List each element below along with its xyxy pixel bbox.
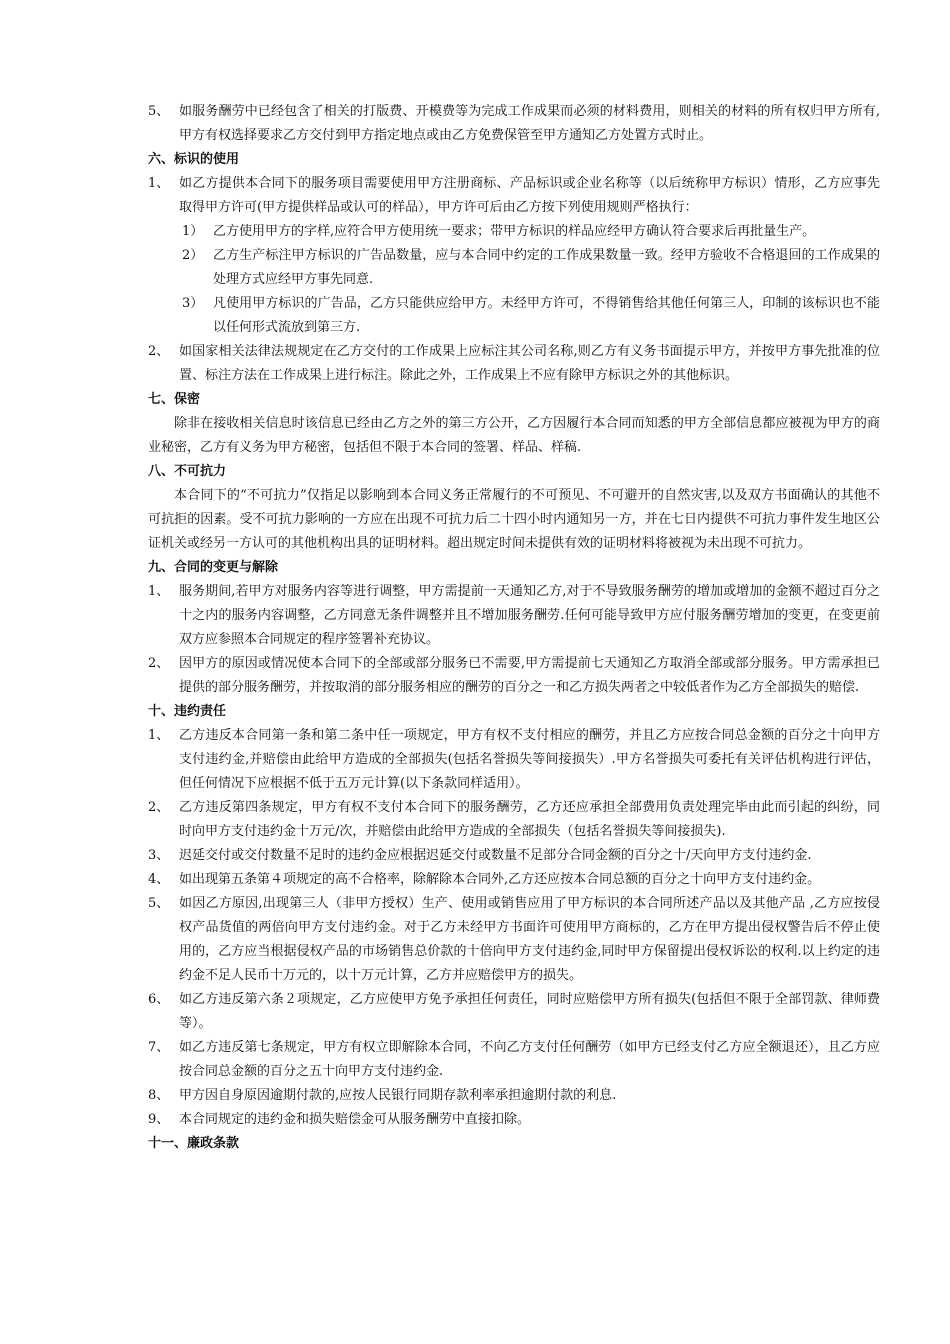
section-heading-6: 六、标识的使用 <box>148 152 240 167</box>
section-heading-9: 九、合同的变更与解除 <box>148 560 279 575</box>
item-text: 如因乙方原因,出现第三人（非甲方授权）生产、使用或销售应用了甲方标识的本合同所述产品以及其他产品 ,乙方应按侵权产品货值的两倍向甲方支付违约金。对于乙方未经甲方书面许可使用甲方商标的，乙方在甲方提出侵权警告后不停止使用的，乙方应当根据侵权产品的市场销售总价款的十倍向甲方支付违约金,同时甲方保留提出侵权诉讼的权利.以上约定的违约金不足人民币十万元的，以十万元计算，乙方并应赔偿甲方的损失。 <box>179 896 880 983</box>
item-number: 2、 <box>148 656 170 671</box>
s10-item-5 <box>148 892 880 988</box>
item-number: 5、 <box>148 896 170 911</box>
item-number: 9、 <box>148 1112 170 1127</box>
item-text: 如乙方违反第六条２项规定，乙方应使甲方免予承担任何责任，同时应赔偿甲方所有损失(包括但不限于全部罚款、律师费等）。 <box>179 992 880 1031</box>
s6-item-1 <box>148 172 880 220</box>
s9-item-2 <box>148 652 880 700</box>
subitem-number: 1） <box>182 224 204 239</box>
section-heading-11: 十一、廉政条款 <box>148 1136 240 1151</box>
s6-item-2 <box>148 340 880 388</box>
s10-item-8 <box>148 1084 880 1108</box>
item-text: 甲方因自身原因逾期付款的,应按人民银行同期存款利率承担逾期付款的利息. <box>179 1088 617 1103</box>
item-text: 因甲方的原因或情况使本合同下的全部或部分服务已不需要,甲方需提前七天通知乙方取消全部或部分服务。甲方需承担已提供的部分服务酬劳，并按取消的部分服务相应的酬劳的百分之一和乙方损失两者之中较低者作为乙方全部损失的赔偿. <box>179 656 880 695</box>
item-number: 2、 <box>148 344 170 359</box>
s10-item-9 <box>148 1108 880 1132</box>
s10-item-2 <box>148 796 880 844</box>
subitem-text: 乙方使用甲方的字样,应符合甲方使用统一要求；带甲方标识的样品应经甲方确认符合要求后再批量生产。 <box>213 224 816 239</box>
item-text: 迟延交付或交付数量不足时的违约金应根据迟延交付或数量不足部分合同金额的百分之十/天向甲方支付违约金. <box>179 848 812 863</box>
s9-item-1 <box>148 580 880 652</box>
s7-paragraph: 除非在接收相关信息时该信息已经由乙方之外的第三方公开，乙方因履行本合同而知悉的甲方全部信息都应被视为甲方的商业秘密，乙方有义务为甲方秘密，包括但不限于本合同的签署、样品、样稿. <box>148 416 880 455</box>
item-text: 服务期间,若甲方对服务内容等进行调整，甲方需提前一天通知乙方,对于不导致服务酬劳的增加或增加的金额不超过百分之十之内的服务内容调整，乙方同意无条件调整并且不增加服务酬劳.任何可能导致甲方应付服务酬劳增加的变更，在变更前双方应参照本合同规定的程序签署补充协议。 <box>179 584 880 647</box>
item-number: 6、 <box>148 992 170 1007</box>
item-text: 如国家相关法律法规规定在乙方交付的工作成果上应标注其公司名称,则乙方有义务书面提示甲方，并按甲方事先批准的位置、标注方法在工作成果上进行标注。除此之外，工作成果上不应有除甲方标识之外的其他标识。 <box>179 344 880 383</box>
clause-5-materials <box>148 100 880 148</box>
s6-subitem-1 <box>179 220 880 244</box>
s10-item-1 <box>148 724 880 796</box>
item-text: 如乙方提供本合同下的服务项目需要使用甲方注册商标、产品标识或企业名称等（以后统称甲方标识）情形，乙方应事先取得甲方许可(甲方提供样品或认可的样品），甲方许可后由乙方按下列使用规则严格执行： <box>179 176 880 215</box>
s10-item-3 <box>148 844 880 868</box>
item-text: 如出现第五条第４项规定的高不合格率，除解除本合同外,乙方还应按本合同总额的百分之十向甲方支付违约金。 <box>179 872 821 887</box>
item-number: 1、 <box>148 584 170 599</box>
section-heading-7: 七、保密 <box>148 392 201 407</box>
subitem-number: 3） <box>182 296 204 311</box>
item-number: 7、 <box>148 1040 170 1055</box>
item-number: 2、 <box>148 800 170 815</box>
section-heading-8: 八、不可抗力 <box>148 464 227 479</box>
item-number: 4、 <box>148 872 170 887</box>
s6-subitem-2 <box>179 244 880 292</box>
item-text: 如服务酬劳中已经包含了相关的打版费、开模费等为完成工作成果而必须的材料费用，则相关的材料的所有权归甲方所有,甲方有权选择要求乙方交付到甲方指定地点或由乙方免费保管至甲方通知乙方处置方式时止。 <box>179 104 880 143</box>
contract-body <box>148 100 880 1156</box>
s10-item-4 <box>148 868 880 892</box>
item-text: 乙方违反第四条规定，甲方有权不支付本合同下的服务酬劳，乙方还应承担全部费用负责处理完毕由此而引起的纠纷，同时向甲方支付违约金十万元/次，并赔偿由此给甲方造成的全部损失（包括名誉损失等间接损失). <box>179 800 880 839</box>
item-number: 8、 <box>148 1088 170 1103</box>
section-heading-10: 十、违约责任 <box>148 704 227 719</box>
s6-subitem-3 <box>179 292 880 340</box>
item-number: 1、 <box>148 728 170 743</box>
subitem-number: 2） <box>182 248 204 263</box>
s10-item-7 <box>148 1036 880 1084</box>
item-number: 3、 <box>148 848 170 863</box>
item-text: 乙方违反本合同第一条和第二条中任一项规定，甲方有权不支付相应的酬劳，并且乙方应按合同总金额的百分之十向甲方支付违约金,并赔偿由此给甲方造成的全部损失(包括名誉损失等间接损失）.甲方名誉损失可委托有关评估机构进行评估，但任何情况下应根据不低于五万元计算(以下条款同样适用）。 <box>179 728 880 791</box>
subitem-text: 乙方生产标注甲方标识的广告品数量，应与本合同中约定的工作成果数量一致。经甲方验收不合格退回的工作成果的处理方式应经甲方事先同意. <box>213 248 880 287</box>
item-text: 如乙方违反第七条规定，甲方有权立即解除本合同，不向乙方支付任何酬劳（如甲方已经支付乙方应全额退还），且乙方应按合同总金额的百分之五十向甲方支付违约金. <box>179 1040 880 1079</box>
item-number: 5、 <box>148 104 170 119</box>
item-text: 本合同规定的违约金和损失赔偿金可从服务酬劳中直接扣除。 <box>179 1112 531 1127</box>
item-number: 1、 <box>148 176 170 191</box>
s10-item-6 <box>148 988 880 1036</box>
s8-paragraph: 本合同下的“不可抗力”仅指足以影响到本合同义务正常履行的不可预见、不可避开的自然灾害,以及双方书面确认的其他不可抗拒的因素。受不可抗力影响的一方应在出现不可抗力后二十四小时内通知另一方，并在七日内提供不可抗力事件发生地区公证机关或经另一方认可的其他机构出具的证明材料。超出规定时间未提供有效的证明材料将被视为未出现不可抗力。 <box>148 488 880 551</box>
subitem-text: 凡使用甲方标识的广告品，乙方只能供应给甲方。未经甲方许可，不得销售给其他任何第三人，印制的该标识也不能以任何形式流放到第三方. <box>213 296 880 335</box>
